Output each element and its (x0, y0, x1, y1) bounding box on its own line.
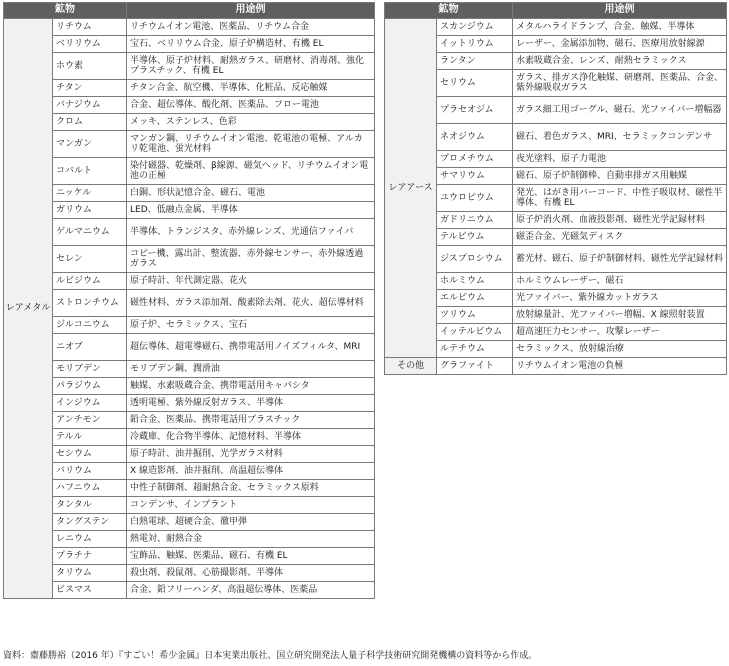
mineral-name: ジスプロシウム (437, 246, 513, 273)
usage-text: 夜光塗料、原子力電池 (513, 151, 727, 168)
mineral-name: モリブデン (53, 361, 127, 378)
mineral-name: グラファイト (437, 358, 513, 375)
table-row (4, 114, 375, 131)
table-row (4, 219, 375, 246)
mineral-name: イッテルビウム (437, 324, 513, 341)
table-row (385, 324, 727, 341)
mineral-name: プロメチウム (437, 151, 513, 168)
mineral-name: バリウム (53, 463, 127, 480)
usage-text: 合金、鉛フリーハンダ、高温超伝導体、医薬品 (127, 582, 375, 599)
mineral-name: タリウム (53, 565, 127, 582)
table-row (4, 565, 375, 582)
usage-text: ガラス細工用ゴーグル、磁石、光ファイバー増幅器 (513, 97, 727, 124)
mineral-name: ハフニウム (53, 480, 127, 497)
rare-metal-rows (4, 19, 375, 599)
mineral-name: レニウム (53, 531, 127, 548)
usage-text: 原子炉、セラミックス、宝石 (127, 317, 375, 334)
usage-text: レーザー、金属添加物、磁石、医療用放射線源 (513, 36, 727, 53)
usage-text: 磁石、原子炉制御棒、自動車排ガス用触媒 (513, 168, 727, 185)
table-row (4, 273, 375, 290)
usage-text: ガラス、排ガス浄化触媒、研磨剤、医薬品、合金、紫外線吸収ガラス (513, 70, 727, 97)
mineral-name: テルル (53, 429, 127, 446)
usage-text: 染付磁器、乾燥剤、β線源、磁気ヘッド、リチウムイオン電池の正極 (127, 158, 375, 185)
table-row (4, 548, 375, 565)
usage-text: 放射線量計、光ファイバー増幅、X 線照射装置 (513, 307, 727, 324)
mineral-name: エルビウム (437, 290, 513, 307)
mineral-header: 鉱物 (385, 3, 513, 19)
usage-text: 宝飾品、触媒、医薬品、磁石、有機 EL (127, 548, 375, 565)
usage-text: メタルハライドランプ、合金、触媒、半導体 (513, 19, 727, 36)
rare-earth-rows (385, 19, 727, 375)
mineral-name: セリウム (437, 70, 513, 97)
usage-text: 磁性材料、ガラス添加剤、酸素除去剤、花火、超伝導材料 (127, 290, 375, 317)
mineral-name: ジルコニウム (53, 317, 127, 334)
mineral-name: サマリウム (437, 168, 513, 185)
source-note: 資料：齋藤勝裕（2016 年）『すごい！希少金属』日本実業出版社、国立研究開発法人量子科学技術研究開発機構の資料等から作成。 (3, 651, 538, 661)
mineral-name: バナジウム (53, 97, 127, 114)
mineral-name: アンチモン (53, 412, 127, 429)
usage-text: モリブデン鋼、潤滑油 (127, 361, 375, 378)
table-row (385, 290, 727, 307)
usage-text: 白銅、形状記憶合金、磁石、電池 (127, 185, 375, 202)
table-row (385, 124, 727, 151)
table-row (385, 19, 727, 36)
table-row (4, 395, 375, 412)
usage-text: コピー機、露出計、整流器、赤外線センサー、赤外線透過ガラス (127, 246, 375, 273)
mineral-name: テルビウム (437, 229, 513, 246)
table-row (385, 70, 727, 97)
table-row (4, 531, 375, 548)
mineral-name: ガドリニウム (437, 212, 513, 229)
mineral-name: ルビジウム (53, 273, 127, 290)
mineral-name: ホウ素 (53, 53, 127, 80)
usage-text: 半導体、原子炉材料、耐熱ガラス、研磨材、消毒剤、強化プラスチック、有機 EL (127, 53, 375, 80)
usage-text: 超高速圧力センサー、攻撃レーザー (513, 324, 727, 341)
usage-text: 熱電対、耐熱合金 (127, 531, 375, 548)
table-row (4, 158, 375, 185)
table-row (4, 582, 375, 599)
table-row (4, 36, 375, 53)
usage-text: LED、低融点金属、半導体 (127, 202, 375, 219)
usage-text: 冷蔵庫、化合物半導体、記憶材料、半導体 (127, 429, 375, 446)
usage-text: 半導体、トランジスタ、赤外線レンズ、光通信ファイバ (127, 219, 375, 246)
usage-header: 用途例 (513, 3, 727, 19)
table-row (4, 480, 375, 497)
table-row (385, 151, 727, 168)
table-row (4, 246, 375, 273)
mineral-name: プラチナ (53, 548, 127, 565)
table-row (4, 185, 375, 202)
usage-text: 水素吸蔵合金、レンズ、耐熱セラミックス (513, 53, 727, 70)
mineral-name: チタン (53, 80, 127, 97)
usage-text: 宝石、ベリリウム合金、原子炉構造材、有機 EL (127, 36, 375, 53)
table-row (4, 361, 375, 378)
table-row (4, 97, 375, 114)
table-row (385, 212, 727, 229)
mineral-name: ビスマス (53, 582, 127, 599)
usage-text: 透明電極、紫外線反射ガラス、半導体 (127, 395, 375, 412)
rare-metal-table (3, 2, 375, 599)
mineral-header: 鉱物 (4, 3, 127, 19)
mineral-name: ユウロピウム (437, 185, 513, 212)
usage-text: 合金、超伝導体、酸化剤、医薬品、フロー電池 (127, 97, 375, 114)
usage-text: 蓄光材、磁石、原子炉制御材料、磁性光学記録材料 (513, 246, 727, 273)
mineral-name: クロム (53, 114, 127, 131)
table-row (385, 273, 727, 290)
mineral-name: タングステン (53, 514, 127, 531)
usage-text: X 線造影剤、油井掘削、高温超伝導体 (127, 463, 375, 480)
table-row (4, 19, 375, 36)
table-row (385, 246, 727, 273)
mineral-name: リチウム (53, 19, 127, 36)
mineral-name: プラセオジム (437, 97, 513, 124)
table-row (4, 80, 375, 97)
mineral-name: ベリリウム (53, 36, 127, 53)
usage-text: 中性子制御剤、超耐熱合金、セラミックス原料 (127, 480, 375, 497)
mineral-name: ホルミウム (437, 273, 513, 290)
usage-header: 用途例 (127, 3, 375, 19)
table-row (4, 131, 375, 158)
mineral-name: スカンジウム (437, 19, 513, 36)
usage-text: 触媒、水素吸蔵合金、携帯電話用キャパシタ (127, 378, 375, 395)
mineral-name: ストロンチウム (53, 290, 127, 317)
rare-earth-table (384, 2, 727, 375)
table-row (385, 53, 727, 70)
mineral-name: タンタル (53, 497, 127, 514)
category-cell: レアアース (385, 19, 437, 358)
table-row (385, 307, 727, 324)
usage-text: リチウムイオン電池、医薬品、リチウム合金 (127, 19, 375, 36)
usage-text: 発光、はがき用バーコード、中性子吸収材、磁性半導体、有機 EL (513, 185, 727, 212)
usage-text: メッキ、ステンレス、色彩 (127, 114, 375, 131)
usage-text: チタン合金、航空機、半導体、化粧品、反応触媒 (127, 80, 375, 97)
usage-text: 鉛合金、医薬品、携帯電話用プラスチック (127, 412, 375, 429)
table-row (385, 36, 727, 53)
category-cell: レアメタル (4, 19, 53, 599)
mineral-name: ネオジウム (437, 124, 513, 151)
table-row (4, 317, 375, 334)
usage-text: セラミックス、放射線治療 (513, 341, 727, 358)
usage-text: マンガン鋼、リチウムイオン電池、乾電池の電極、アルカリ乾電池、蛍光材料 (127, 131, 375, 158)
table-row (4, 334, 375, 361)
table-row (385, 185, 727, 212)
mineral-name: ゲルマニウム (53, 219, 127, 246)
mineral-name: ガリウム (53, 202, 127, 219)
mineral-name: コバルト (53, 158, 127, 185)
table-row (4, 429, 375, 446)
mineral-name: インジウム (53, 395, 127, 412)
table-row (4, 290, 375, 317)
mineral-name: セレン (53, 246, 127, 273)
table-row (385, 229, 727, 246)
table-row (4, 497, 375, 514)
usage-text: コンデンサ、インプラント (127, 497, 375, 514)
table-row (4, 514, 375, 531)
mineral-name: マンガン (53, 131, 127, 158)
usage-text: 殺虫剤、殺鼠剤、心筋撮影剤、半導体 (127, 565, 375, 582)
usage-text: 原子時計、年代測定器、花火 (127, 273, 375, 290)
table-row (4, 412, 375, 429)
mineral-name: セシウム (53, 446, 127, 463)
usage-text: 磁歪合金、光磁気ディスク (513, 229, 727, 246)
table-row (4, 202, 375, 219)
usage-text: リチウムイオン電池の負極 (513, 358, 727, 375)
table-row (385, 341, 727, 358)
table-row (4, 463, 375, 480)
mineral-name: ランタン (437, 53, 513, 70)
mineral-name: ニオブ (53, 334, 127, 361)
usage-text: ホルミウムレーザー、磁石 (513, 273, 727, 290)
usage-text: 超伝導体、超電導磁石、携帯電話用ノイズフィルタ、MRI (127, 334, 375, 361)
mineral-name: パラジウム (53, 378, 127, 395)
table-row (385, 168, 727, 185)
usage-text: 原子炉消火剤、血液投影剤、磁性光学記録材料 (513, 212, 727, 229)
usage-text: 原子時計、油井掘削、光学ガラス材料 (127, 446, 375, 463)
table-row (4, 446, 375, 463)
mineral-name: ニッケル (53, 185, 127, 202)
table-row (385, 358, 727, 375)
usage-text: 白熱電球、超硬合金、徹甲弾 (127, 514, 375, 531)
category-cell: その他 (385, 358, 437, 375)
table-header-row (385, 3, 727, 19)
table-row (4, 378, 375, 395)
usage-text: 光ファイバー、紫外線カットガラス (513, 290, 727, 307)
table-row (385, 97, 727, 124)
mineral-name: イットリウム (437, 36, 513, 53)
mineral-name: ツリウム (437, 307, 513, 324)
table-row (4, 53, 375, 80)
usage-text: 磁石、着色ガラス、MRI、セラミックコンデンサ (513, 124, 727, 151)
mineral-name: ルテチウム (437, 341, 513, 358)
table-header-row (4, 3, 375, 19)
